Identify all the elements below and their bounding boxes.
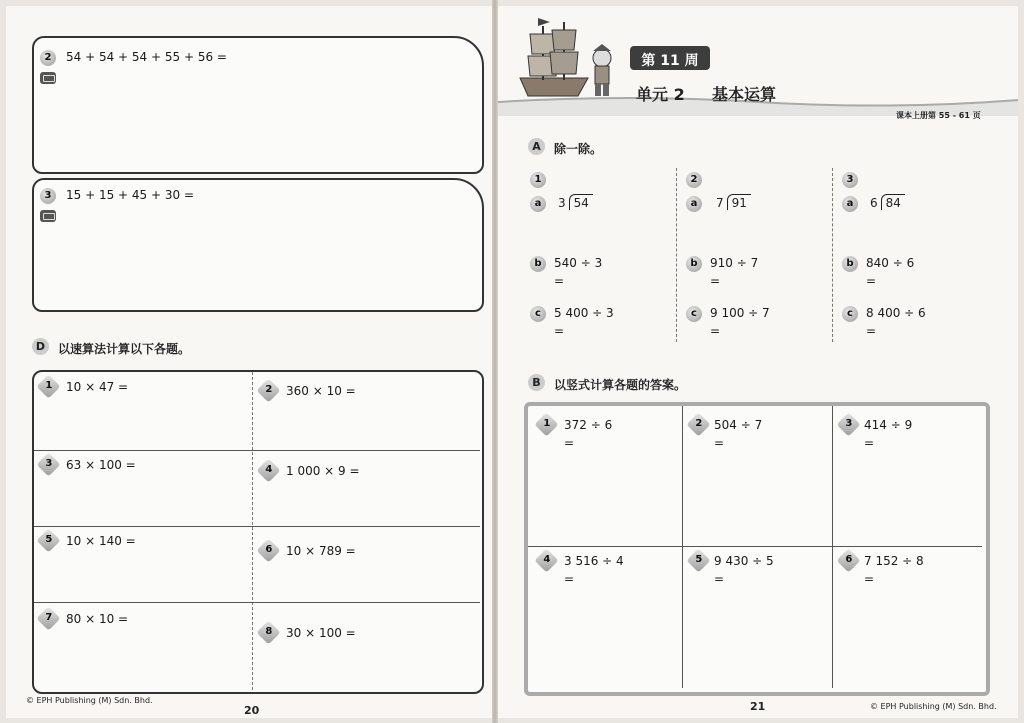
equals-sign: = [564, 572, 575, 586]
b-item-3-expression: 414 ÷ 9 [864, 418, 913, 432]
unit-title: 基本运算 [712, 85, 777, 104]
b-item-4-expression: 3 516 ÷ 4 [564, 554, 624, 568]
a-column-1-long-division [558, 194, 593, 210]
b-item-5-number: 5 [686, 548, 710, 572]
b-item-6-expression: 7 152 ÷ 8 [864, 554, 924, 568]
a-part-c-label: c [686, 306, 702, 322]
a-column-2-b-expression: 910 ÷ 7 [710, 256, 759, 270]
a-column-3-c-expression: 8 400 ÷ 6 [866, 306, 926, 320]
page-number: 20 [244, 704, 260, 717]
dividend: 84 [881, 194, 905, 210]
divisor: 7 [716, 196, 724, 210]
equals-sign: = [866, 324, 877, 338]
question-2-expression: 54 + 54 + 54 + 55 + 56 = [66, 50, 227, 64]
d-item-1-number: 1 [36, 374, 60, 398]
a-column-1-number: 1 [530, 172, 546, 188]
section-d-title: 以速算法计算以下各题。 [58, 342, 191, 356]
a-column-3-b-expression: 840 ÷ 6 [866, 256, 915, 270]
a-part-a-label: a [686, 196, 702, 212]
section-d-letter: D [32, 338, 49, 355]
calculator-icon [40, 72, 56, 84]
divisor: 6 [870, 196, 878, 210]
equals-sign: = [714, 436, 725, 450]
a-part-b-label: b [686, 256, 702, 272]
question-3-number: 3 [40, 188, 56, 204]
d-item-7-expression: 80 × 10 = [66, 612, 129, 626]
left-page [6, 6, 492, 718]
calculator-icon [40, 210, 56, 222]
a-part-c-label: c [530, 306, 546, 322]
copyright-footer: © EPH Publishing (M) Sdn. Bhd. [26, 696, 153, 705]
row-divider [528, 546, 982, 547]
equals-sign: = [866, 274, 877, 288]
question-3-expression: 15 + 15 + 45 + 30 = [66, 188, 194, 202]
d-item-5-number: 5 [36, 528, 60, 552]
divisor: 3 [558, 196, 566, 210]
equals-sign: = [710, 274, 721, 288]
section-a-letter: A [528, 138, 545, 155]
section-d-box [32, 370, 484, 694]
textbook-reference: 课本上册第 55 - 61 页 [896, 111, 981, 120]
b-item-2-number: 2 [686, 412, 710, 436]
d-item-3-number: 3 [36, 452, 60, 476]
a-column-1-c-expression: 5 400 ÷ 3 [554, 306, 614, 320]
b-item-3-number: 3 [836, 412, 860, 436]
column-divider [252, 372, 253, 690]
equals-sign: = [714, 572, 725, 586]
d-item-6-expression: 10 × 789 = [286, 544, 356, 558]
b-item-1-number: 1 [534, 412, 558, 436]
a-part-a-label: a [530, 196, 546, 212]
a-column-2-long-division [716, 194, 751, 210]
dividend: 91 [727, 194, 751, 210]
equals-sign: = [864, 572, 875, 586]
equals-sign: = [554, 274, 565, 288]
column-divider [682, 406, 683, 688]
b-item-1-expression: 372 ÷ 6 [564, 418, 613, 432]
a-column-3-number: 3 [842, 172, 858, 188]
right-page [498, 6, 1018, 718]
d-item-2-expression: 360 × 10 = [286, 384, 356, 398]
week-label: 第 11 周 [641, 53, 699, 69]
a-column-2-c-expression: 9 100 ÷ 7 [710, 306, 770, 320]
b-item-2-expression: 504 ÷ 7 [714, 418, 763, 432]
d-item-6-number: 6 [256, 538, 280, 562]
d-item-7-number: 7 [36, 606, 60, 630]
section-b-box [524, 402, 990, 696]
unit-label: 单元 2 [636, 85, 685, 104]
a-part-b-label: b [842, 256, 858, 272]
section-b-title: 以竖式计算各题的答案。 [554, 378, 687, 392]
d-item-8-number: 8 [256, 620, 280, 644]
b-item-5-expression: 9 430 ÷ 5 [714, 554, 774, 568]
page-number: 21 [750, 700, 766, 713]
b-item-6-number: 6 [836, 548, 860, 572]
section-a-title: 除一除。 [554, 142, 603, 156]
pirate-boy-icon [593, 44, 611, 96]
d-item-1-expression: 10 × 47 = [66, 380, 129, 394]
d-item-5-expression: 10 × 140 = [66, 534, 136, 548]
d-item-2-number: 2 [256, 378, 280, 402]
equals-sign: = [554, 324, 565, 338]
equals-sign: = [864, 436, 875, 450]
a-part-b-label: b [530, 256, 546, 272]
section-b-letter: B [528, 374, 545, 391]
question-2-number: 2 [40, 50, 56, 66]
column-divider [832, 168, 833, 342]
pirate-ship-icon [520, 18, 588, 96]
row-divider [34, 602, 480, 603]
d-item-8-expression: 30 × 100 = [286, 626, 356, 640]
column-divider [832, 406, 833, 688]
row-divider [34, 450, 480, 451]
b-item-4-number: 4 [534, 548, 558, 572]
a-column-3-long-division [870, 194, 905, 210]
column-divider [676, 168, 677, 342]
copyright-footer: © EPH Publishing (M) Sdn. Bhd. [870, 702, 997, 711]
a-column-1-b-expression: 540 ÷ 3 [554, 256, 603, 270]
equals-sign: = [564, 436, 575, 450]
equals-sign: = [710, 324, 721, 338]
a-part-c-label: c [842, 306, 858, 322]
a-part-a-label: a [842, 196, 858, 212]
a-column-2-number: 2 [686, 172, 702, 188]
dividend: 54 [569, 194, 593, 210]
d-item-3-expression: 63 × 100 = [66, 458, 136, 472]
d-item-4-expression: 1 000 × 9 = [286, 464, 360, 478]
d-item-4-number: 4 [256, 458, 280, 482]
row-divider [34, 526, 480, 527]
